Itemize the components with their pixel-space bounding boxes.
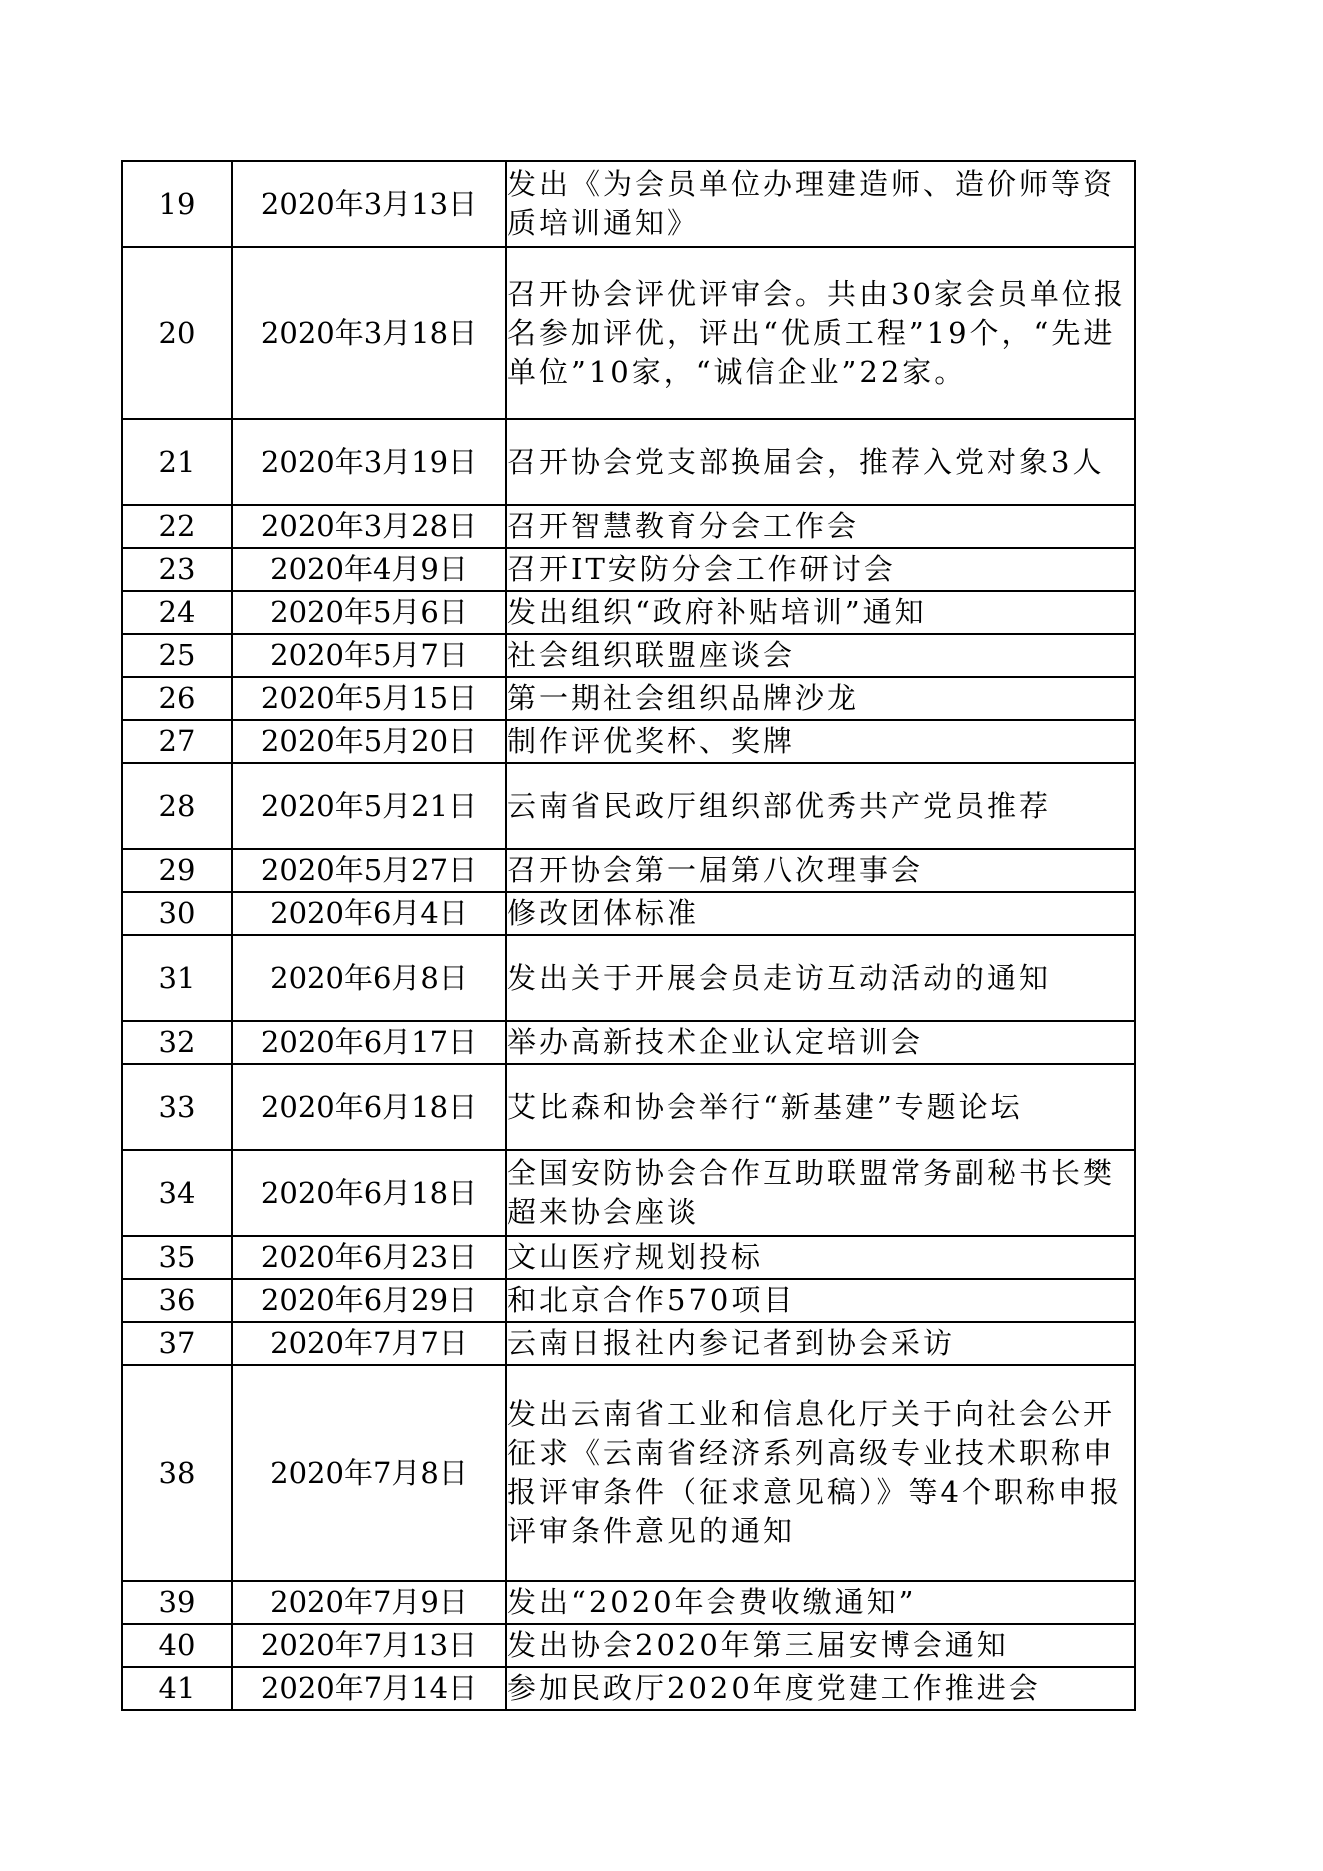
row-event: 召开协会党支部换届会，推荐入党对象3人: [506, 419, 1135, 505]
row-date: 2020年4月9日: [232, 548, 506, 591]
row-event: 召开协会第一届第八次理事会: [506, 849, 1135, 892]
row-date: 2020年6月8日: [232, 935, 506, 1021]
table-row: [122, 935, 1135, 1021]
table-row: [122, 1667, 1135, 1710]
work-log-table: [121, 160, 1136, 1711]
row-date: 2020年5月15日: [232, 677, 506, 720]
row-date: 2020年7月8日: [232, 1365, 506, 1581]
row-event: 文山医疗规划投标: [506, 1236, 1135, 1279]
table-row: [122, 1021, 1135, 1064]
row-event: 云南日报社内参记者到协会采访: [506, 1322, 1135, 1365]
row-date: 2020年6月18日: [232, 1064, 506, 1150]
row-number: 27: [122, 720, 232, 763]
row-date: 2020年5月7日: [232, 634, 506, 677]
table-row: [122, 591, 1135, 634]
row-date: 2020年3月19日: [232, 419, 506, 505]
row-number: 33: [122, 1064, 232, 1150]
table-row: [122, 1064, 1135, 1150]
row-number: 28: [122, 763, 232, 849]
row-number: 25: [122, 634, 232, 677]
row-number: 40: [122, 1624, 232, 1667]
row-event: 艾比森和协会举行“新基建”专题论坛: [506, 1064, 1135, 1150]
row-number: 24: [122, 591, 232, 634]
row-number: 36: [122, 1279, 232, 1322]
table-row: [122, 1279, 1135, 1322]
table-row: [122, 1150, 1135, 1236]
row-date: 2020年3月18日: [232, 247, 506, 419]
row-date: 2020年6月18日: [232, 1150, 506, 1236]
row-event: 修改团体标准: [506, 892, 1135, 935]
table-row: [122, 247, 1135, 419]
table-row: [122, 1624, 1135, 1667]
row-number: 41: [122, 1667, 232, 1710]
row-number: 35: [122, 1236, 232, 1279]
row-number: 32: [122, 1021, 232, 1064]
table-row: [122, 548, 1135, 591]
row-date: 2020年6月4日: [232, 892, 506, 935]
row-event: 召开IT安防分会工作研讨会: [506, 548, 1135, 591]
row-date: 2020年6月17日: [232, 1021, 506, 1064]
row-number: 30: [122, 892, 232, 935]
table-row: [122, 720, 1135, 763]
row-number: 29: [122, 849, 232, 892]
row-event: 发出协会2020年第三届安博会通知: [506, 1624, 1135, 1667]
table-row: [122, 1322, 1135, 1365]
row-number: 37: [122, 1322, 232, 1365]
row-event: 召开智慧教育分会工作会: [506, 505, 1135, 548]
row-event: 举办高新技术企业认定培训会: [506, 1021, 1135, 1064]
row-event: 发出“2020年会费收缴通知”: [506, 1581, 1135, 1624]
table-row: [122, 763, 1135, 849]
row-number: 21: [122, 419, 232, 505]
row-date: 2020年7月14日: [232, 1667, 506, 1710]
work-log-body: [122, 161, 1135, 1710]
row-event: 发出云南省工业和信息化厅关于向社会公开征求《云南省经济系列高级专业技术职称申报评审条件（征求意见稿）》等4个职称申报评审条件意见的通知: [506, 1365, 1135, 1581]
table-row: [122, 634, 1135, 677]
row-event: 发出关于开展会员走访互动活动的通知: [506, 935, 1135, 1021]
table-row: [122, 505, 1135, 548]
row-event: 发出《为会员单位办理建造师、造价师等资质培训通知》: [506, 161, 1135, 247]
row-date: 2020年6月23日: [232, 1236, 506, 1279]
row-date: 2020年5月20日: [232, 720, 506, 763]
row-number: 34: [122, 1150, 232, 1236]
row-date: 2020年7月13日: [232, 1624, 506, 1667]
row-date: 2020年5月27日: [232, 849, 506, 892]
row-number: 26: [122, 677, 232, 720]
row-event: 参加民政厅2020年度党建工作推进会: [506, 1667, 1135, 1710]
row-event: 全国安防协会合作互助联盟常务副秘书长樊超来协会座谈: [506, 1150, 1135, 1236]
row-event: 第一期社会组织品牌沙龙: [506, 677, 1135, 720]
table-row: [122, 1236, 1135, 1279]
row-date: 2020年3月13日: [232, 161, 506, 247]
row-event: 召开协会评优评审会。共由30家会员单位报名参加评优，评出“优质工程”19个，“先进单位”10家，“诚信企业”22家。: [506, 247, 1135, 419]
row-number: 22: [122, 505, 232, 548]
row-date: 2020年6月29日: [232, 1279, 506, 1322]
row-date: 2020年7月9日: [232, 1581, 506, 1624]
table-row: [122, 1581, 1135, 1624]
row-event: 云南省民政厅组织部优秀共产党员推荐: [506, 763, 1135, 849]
row-number: 38: [122, 1365, 232, 1581]
row-number: 20: [122, 247, 232, 419]
row-number: 31: [122, 935, 232, 1021]
row-date: 2020年7月7日: [232, 1322, 506, 1365]
row-date: 2020年5月6日: [232, 591, 506, 634]
table-row: [122, 419, 1135, 505]
row-number: 39: [122, 1581, 232, 1624]
table-row: [122, 677, 1135, 720]
row-number: 19: [122, 161, 232, 247]
table-row: [122, 161, 1135, 247]
row-event: 发出组织“政府补贴培训”通知: [506, 591, 1135, 634]
row-event: 和北京合作570项目: [506, 1279, 1135, 1322]
row-date: 2020年5月21日: [232, 763, 506, 849]
table-row: [122, 892, 1135, 935]
table-row: [122, 1365, 1135, 1581]
table-row: [122, 849, 1135, 892]
row-event: 制作评优奖杯、奖牌: [506, 720, 1135, 763]
row-date: 2020年3月28日: [232, 505, 506, 548]
row-number: 23: [122, 548, 232, 591]
row-event: 社会组织联盟座谈会: [506, 634, 1135, 677]
